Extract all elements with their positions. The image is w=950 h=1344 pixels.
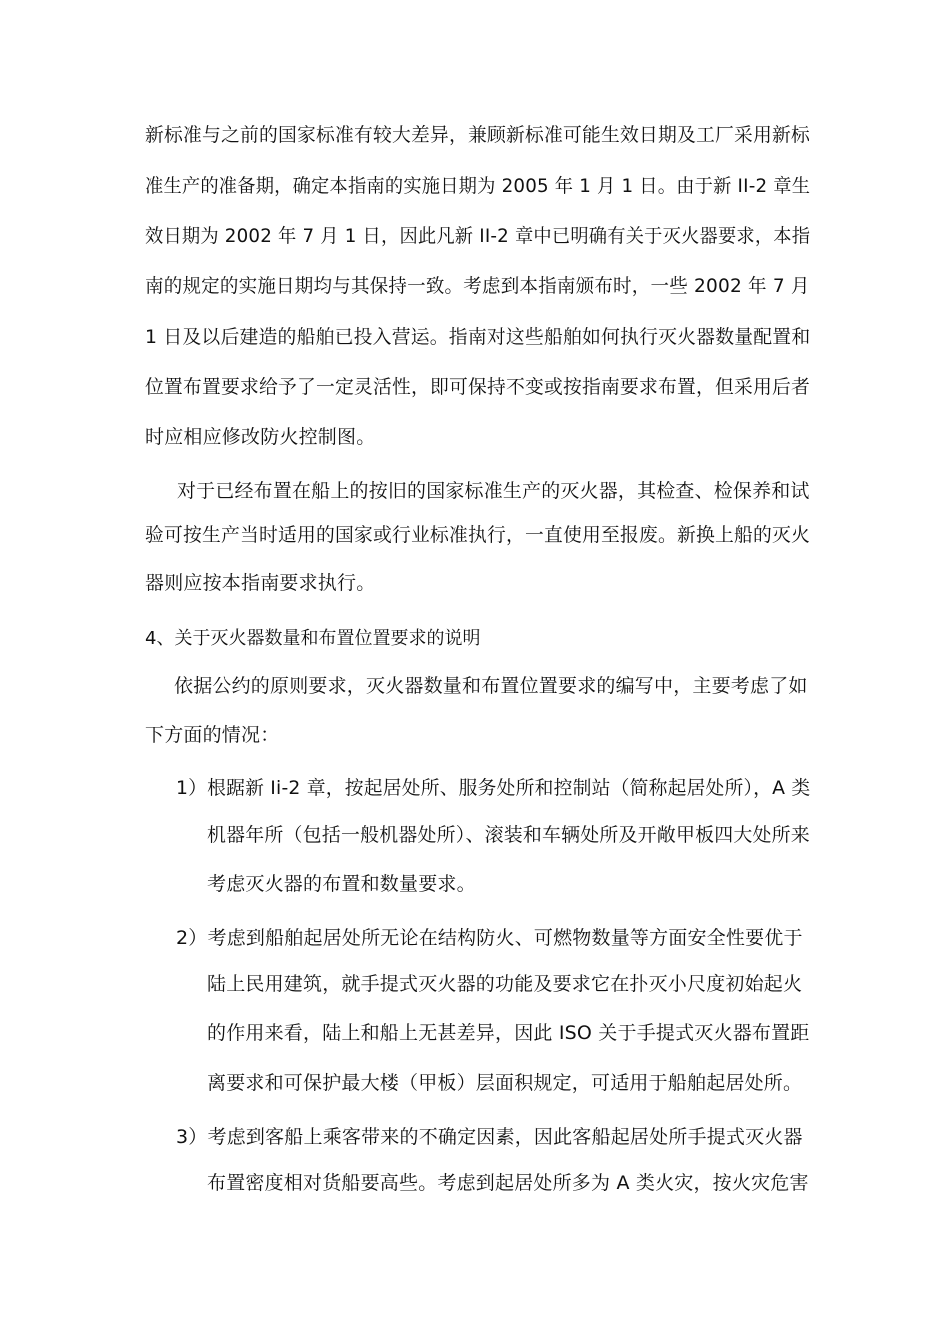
section-heading: 4、关于灭火器数量和布置位置要求的说明: [145, 628, 481, 649]
item-3-line-2: 布置密度相对货船要高些。考虑到起居处所多为 A 类火灾，按火灾危害: [207, 1172, 809, 1194]
paragraph-2-line-2: 验可按生产当时适用的国家或行业标准执行，一直使用至报废。新换上船的灭火: [145, 524, 811, 546]
paragraph-1-line-3: 效日期为 2002 年 7 月 1 日，因此凡新 II-2 章中已明确有关于灭火器要求，本指: [145, 225, 811, 247]
item-1-line-2: 机器年所（包括一般机器处所）、滚装和车辆处所及开敞甲板四大处所来: [207, 824, 810, 846]
paragraph-1-line-7: 时应相应修改防火控制图。: [145, 426, 376, 448]
item-1-line-1: 1）根踞新 Ii-2 章，按起居处所、服务处所和控制站（简称起居处所），A 类: [176, 777, 811, 799]
intro-line-1: 依据公约的原则要求，灭火器数量和布置位置要求的编写中，主要考虑了如: [174, 675, 808, 697]
item-2-line-4: 离要求和可保护最大楼（甲板）层面积规定，可适用于船舶起居处所。: [207, 1072, 803, 1094]
item-2-line-3: 的作用来看，陆上和船上无甚差异，因此 ISO 关于手提式灭火器布置距: [207, 1022, 810, 1044]
paragraph-1-line-1: 新标准与之前的国家标准有较大差异，兼顾新标准可能生效日期及工厂采用新标: [145, 124, 811, 146]
item-1-line-3: 考虑灭火器的布置和数量要求。: [207, 873, 476, 895]
paragraph-1-line-6: 位置布置要求给予了一定灵活性，即可保持不变或按指南要求布置，但采用后者: [145, 376, 811, 398]
item-2-line-2: 陆上民用建筑，就手提式灭火器的功能及要求它在扑灭小尺度初始起火: [207, 973, 803, 995]
intro-line-2: 下方面的情况：: [145, 724, 280, 746]
paragraph-1-line-4: 南的规定的实施日期均与其保持一致。考虑到本指南颁布时，一些 2002 年 7 月: [145, 275, 810, 297]
paragraph-1-line-5: 1 日及以后建造的船舶已投入营运。指南对这些船舶如何执行灭火器数量配置和: [145, 326, 811, 348]
paragraph-2-line-3: 器则应按本指南要求执行。: [145, 572, 376, 594]
paragraph-2-line-1: 对于已经布置在船上的按旧的国家标准生产的灭火器，其检查、检保养和试: [177, 480, 810, 502]
item-2-line-1: 2）考虑到船舶起居处所无论在结构防火、可燃物数量等方面安全性要优于: [176, 927, 803, 949]
paragraph-1-line-2: 准生产的准备期，确定本指南的实施日期为 2005 年 1 月 1 日。由于新 II-2 章生: [145, 175, 811, 197]
item-3-line-1: 3）考虑到客船上乘客带来的不确定因素，因此客船起居处所手提式灭火器: [176, 1126, 803, 1148]
